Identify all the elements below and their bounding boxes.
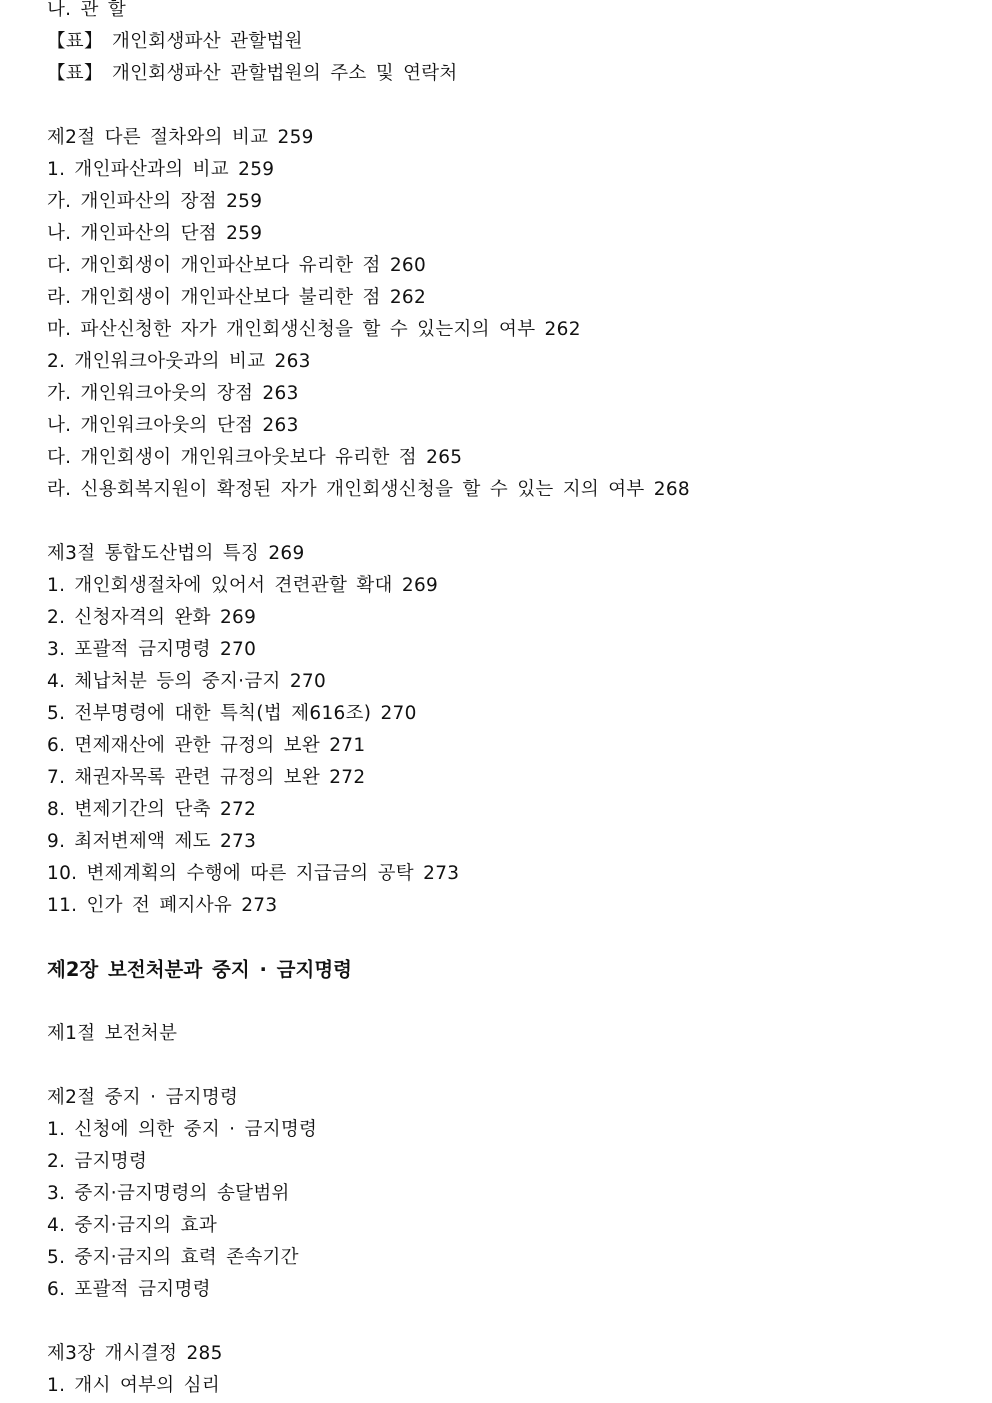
- toc-line: 라. 신용회복지원이 확정된 자가 개인회생신청을 할 수 있는 지의 여부 268: [47, 479, 690, 500]
- toc-line: 나. 개인파산의 단점 259: [47, 223, 263, 244]
- toc-line: 1. 신청에 의한 중지 · 금지명령: [47, 1119, 318, 1140]
- toc-line: 11. 인가 전 폐지사유 273: [47, 895, 278, 916]
- toc-line: 5. 중지·금지의 효력 존속기간: [47, 1247, 299, 1268]
- toc-line: 제1절 보전처분: [47, 1023, 178, 1044]
- toc-line: 6. 포괄적 금지명령: [47, 1279, 211, 1300]
- toc-line: 5. 전부명령에 대한 특칙(법 제616조) 270: [47, 703, 417, 724]
- toc-line: 제2절 중지 · 금지명령: [47, 1087, 239, 1108]
- toc-line: 3. 포괄적 금지명령 270: [47, 639, 257, 660]
- toc-line: 2. 신청자격의 완화 269: [47, 607, 257, 628]
- blank-line: [47, 922, 967, 954]
- toc-line: 라. 개인회생이 개인파산보다 불리한 점 262: [47, 287, 427, 308]
- toc-line: 【표】 개인회생파산 관할법원의 주소 및 연락처: [47, 63, 458, 84]
- toc-line: 나. 관 할: [47, 0, 127, 20]
- toc-line: 가. 개인워크아웃의 장점 263: [47, 383, 299, 404]
- toc-line: 4. 체납처분 등의 중지·금지 270: [47, 671, 327, 692]
- toc-line: 9. 최저변제액 제도 273: [47, 831, 257, 852]
- blank-line: [47, 1306, 967, 1338]
- toc-line: 다. 개인회생이 개인워크아웃보다 유리한 점 265: [47, 447, 463, 468]
- toc-line: 4. 중지·금지의 효과: [47, 1215, 217, 1236]
- blank-line: [47, 986, 967, 1018]
- toc-line: 제3장 개시결정 285: [47, 1343, 223, 1364]
- toc-line: 제2절 다른 절차와의 비교 259: [47, 127, 314, 148]
- toc-line: 2. 개인워크아웃과의 비교 263: [47, 351, 311, 372]
- toc-line: 3. 중지·금지명령의 송달범위: [47, 1183, 290, 1204]
- toc-line: 8. 변제기간의 단축 272: [47, 799, 257, 820]
- toc-line: 1. 개인회생절차에 있어서 견련관할 확대 269: [47, 575, 439, 596]
- toc-line: 제3절 통합도산법의 특징 269: [47, 543, 305, 564]
- toc-line: 6. 면제재산에 관한 규정의 보완 271: [47, 735, 366, 756]
- toc-line: 나. 개인워크아웃의 단점 263: [47, 415, 299, 436]
- blank-line: [47, 1050, 967, 1082]
- toc-line: 10. 변제계획의 수행에 따른 지급금의 공탁 273: [47, 863, 460, 884]
- document-body: [47, 0, 967, 1402]
- toc-line: 1. 개인파산과의 비교 259: [47, 159, 275, 180]
- blank-line: [47, 90, 967, 122]
- toc-line: 마. 파산신청한 자가 개인회생신청을 할 수 있는지의 여부 262: [47, 319, 581, 340]
- toc-line: 7. 채권자목록 관련 규정의 보완 272: [47, 767, 366, 788]
- chapter-heading: 제2장 보전처분과 중지 · 금지명령: [47, 958, 353, 981]
- toc-line: 【표】 개인회생파산 관할법원: [47, 31, 303, 52]
- blank-line: [47, 506, 967, 538]
- toc-line: 다. 개인회생이 개인파산보다 유리한 점 260: [47, 255, 427, 276]
- toc-line: 2. 금지명령: [47, 1151, 148, 1172]
- toc-line: 가. 개인파산의 장점 259: [47, 191, 263, 212]
- toc-line: 1. 개시 여부의 심리: [47, 1375, 220, 1396]
